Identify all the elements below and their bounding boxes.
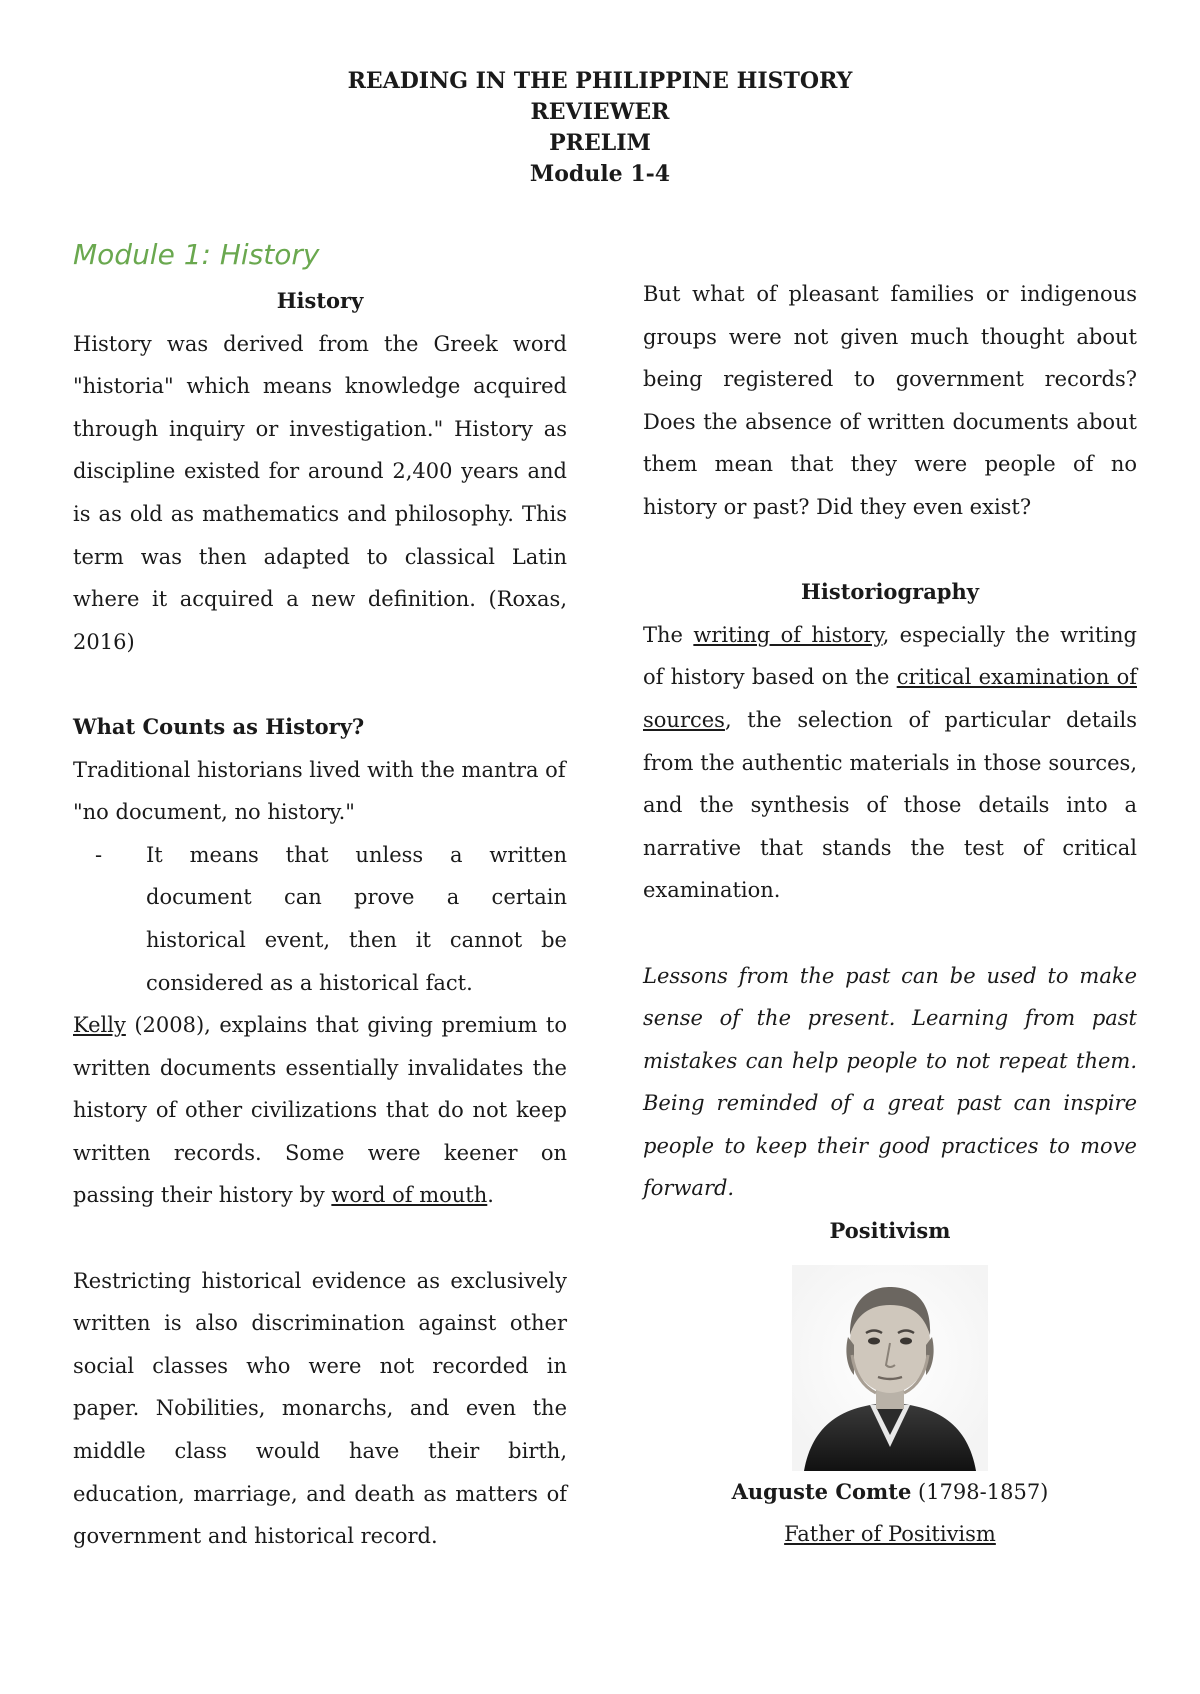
bullet-item	[73, 834, 567, 1004]
what-counts-paragraph: Traditional historians lived with the mantra of	[73, 757, 566, 782]
restricting-paragraph: Restricting historical evidence as exclusively written is also discrimination against other social classes who were not recorded in paper. Nobilities, monarchs, and even the middle class would have their birth, education, marriage, and death as matters of government and historical record.	[73, 1268, 567, 1549]
father-of-positivism-link[interactable]: Father of Positivism	[784, 1522, 996, 1547]
comte-role	[643, 1513, 1137, 1556]
word-of-mouth-link[interactable]: word of mouth	[331, 1183, 488, 1208]
header-reviewer: REVIEWER	[530, 99, 670, 125]
history-paragraph: History was derived from the Greek word "historia" which means knowledge acquired through inquiry or investigation." History as discipline existed for around 2,400 years and is as old as mathematics and philosophy. This term was then adapted to classical Latin where it acquired a new definition. (Roxas, 2016)	[73, 331, 567, 654]
comte-years: (1798-1857)	[911, 1479, 1049, 1504]
auguste-comte-portrait	[792, 1265, 988, 1471]
kelly-link[interactable]: Kelly	[73, 1013, 126, 1038]
writing-of-history-link[interactable]: writing of history	[693, 622, 883, 647]
header-course-title: READING IN THE PHILIPPINE HISTORY	[347, 68, 853, 94]
document-header	[0, 66, 1200, 190]
question-paragraph: But what of pleasant families or indigenous groups were not given much thought about being registered to government records? Does the absence of written documents about them mean that they were people of no history or past? Did they even exist?	[643, 282, 1137, 519]
history-title: History	[276, 288, 364, 313]
header-term: PRELIM	[549, 130, 651, 156]
comte-caption	[643, 1471, 1137, 1514]
header-modules: Module 1-4	[529, 161, 671, 187]
what-counts-title: What Counts as History?	[73, 713, 365, 739]
historiography-title: Historiography	[801, 579, 979, 605]
mantra-quote: "no document, no history."	[73, 800, 355, 825]
critical-examination-link[interactable]: critical examination of sources	[643, 665, 1137, 732]
module-1-heading: Module 1: History	[73, 238, 320, 271]
left-column	[73, 280, 567, 1558]
bullet-dash: -	[95, 842, 103, 867]
lessons-paragraph: Lessons from the past can be used to make sense of the present. Learning from past mistakes can help people to not repeat them. Being reminded of a great past can inspire people to keep their good practices to move forward.	[643, 963, 1137, 1201]
kelly-paragraph: Kelly (2008), explains that giving premium to written documents essentially invalidates the history of other civilizations that do not keep written records. Some were keener on passing their history by word of mouth.	[73, 1013, 567, 1208]
bullet-text: It means that unless a written document can prove a certain historical event, then it cannot be considered as a historical fact.	[146, 842, 567, 995]
right-column	[643, 273, 1137, 1556]
comte-name: Auguste Comte	[731, 1478, 912, 1504]
positivism-title: Positivism	[829, 1218, 951, 1244]
historiography-paragraph: The writing of history, especially the writing of history based on the critical examination of sources, the selection of particular details from the authentic materials in those sources, and the synthesis of those details into a narrative that stands the test of critical examination.	[643, 622, 1137, 903]
